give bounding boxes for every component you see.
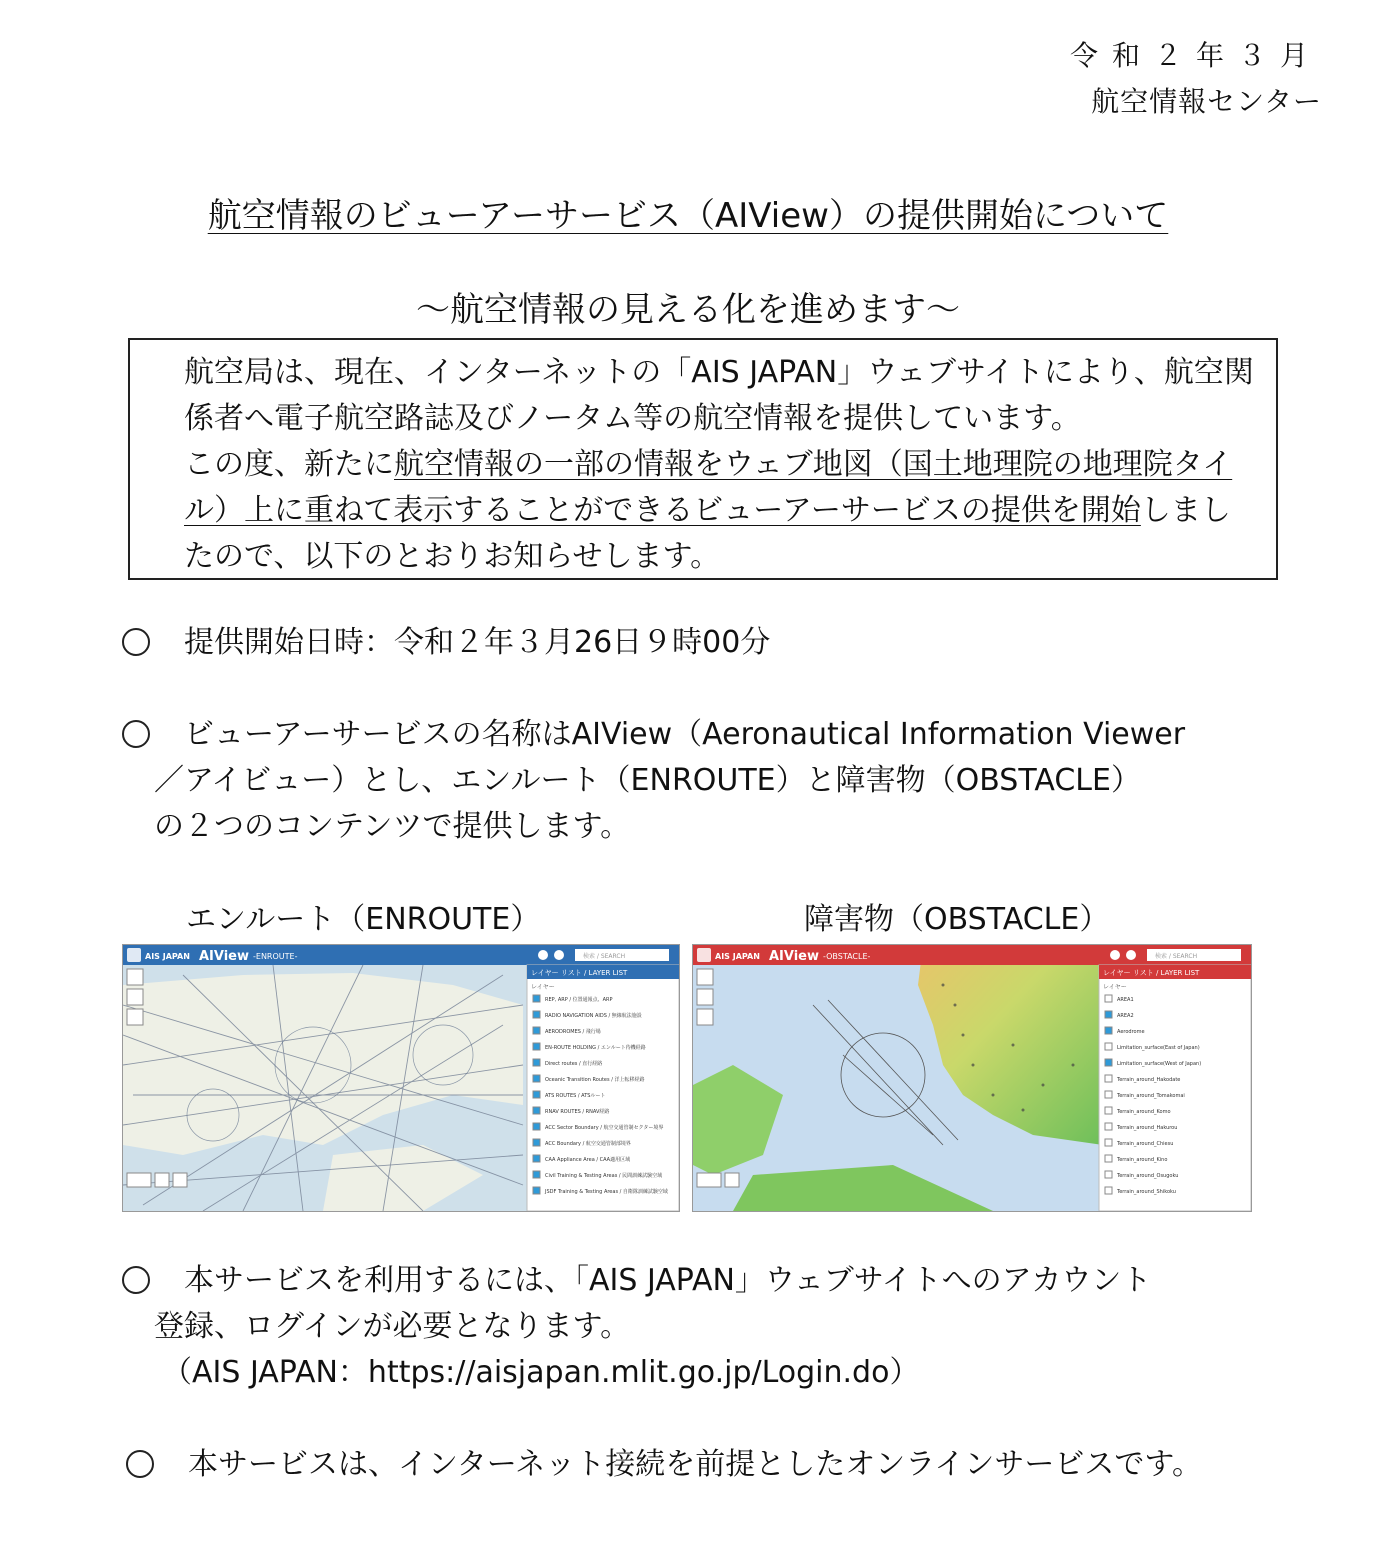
obstacle-screenshot-label: 障害物（OBSTACLE） <box>804 902 1110 937</box>
home-icon[interactable] <box>725 1173 739 1187</box>
locate-icon[interactable] <box>173 1173 187 1187</box>
summary-p2-post: しましたので、以下のとおりお知らせします。 <box>184 493 1231 574</box>
layer-item-label: AREA2 <box>1117 1013 1134 1019</box>
enroute-app-mode: -ENROUTE- <box>253 952 298 961</box>
layer-item-label: Terrain_around_Komo <box>1117 1109 1171 1115</box>
layer-checkbox[interactable] <box>533 1123 540 1130</box>
layer-item-label: AREA1 <box>1117 997 1134 1003</box>
enroute-panel-title: レイヤー リスト / LAYER LIST <box>531 969 628 977</box>
bullet-account-line1: 本サービスを利用するには、「AIS JAPAN」ウェブサイトへのアカウント <box>184 1263 1152 1298</box>
circle-bullet-icon <box>126 1450 154 1478</box>
layer-item-label: ACC Boundary / 航空交通管制部境界 <box>545 1141 631 1147</box>
layer-item-label: CAA Appliance Area / CAA適用区域 <box>545 1157 631 1163</box>
layer-checkbox[interactable] <box>1105 1011 1112 1018</box>
layer-checkbox[interactable] <box>533 1107 540 1114</box>
layer-item-label: Oceanic Transition Routes / 洋上転移経路 <box>545 1077 645 1083</box>
layer-item-label: Limitation_surface(East of Japan) <box>1117 1045 1200 1051</box>
obstacle-panel-header: レイヤー <box>1103 984 1127 991</box>
bullet-account-line2: 登録、ログインが必要となります。 <box>154 1309 631 1344</box>
layer-checkbox[interactable] <box>1105 1187 1112 1194</box>
obstacle-panel-title: レイヤー リスト / LAYER LIST <box>1103 969 1200 977</box>
bullet-service-name <box>122 712 1272 850</box>
obstacle-app-name: AIView <box>769 949 820 964</box>
layer-item-label: REP, ARP / 位置通報点、ARP <box>545 997 613 1003</box>
layers-icon[interactable] <box>1110 950 1120 960</box>
layer-checkbox[interactable] <box>1105 1155 1112 1162</box>
measure-icon[interactable] <box>127 1009 143 1025</box>
summary-paragraph-2 <box>152 442 1254 580</box>
enroute-app-brand: AIS JAPAN <box>145 952 190 961</box>
layer-item-label: JSDF Training & Testing Areas / 自衛隊訓練試験空域 <box>545 1189 668 1195</box>
layer-item-label: ACC Sector Boundary / 航空交通管制セクター境界 <box>545 1125 664 1131</box>
enroute-panel-header: レイヤー <box>531 984 555 991</box>
layer-item-label: AERODROMES / 飛行場 <box>545 1029 601 1035</box>
obstacle-screenshot <box>692 944 1252 1212</box>
info-icon[interactable] <box>554 950 564 960</box>
layer-checkbox[interactable] <box>533 1059 540 1066</box>
layer-item-label: RNAV ROUTES / RNAV経路 <box>545 1109 610 1115</box>
layer-checkbox[interactable] <box>1105 1139 1112 1146</box>
layer-item-label: Terrain_around_Osugoku <box>1117 1173 1179 1179</box>
obstacle-app-brand: AIS JAPAN <box>715 952 760 961</box>
zoom-icon[interactable] <box>127 1173 151 1187</box>
enroute-screenshot-label: エンルート（ENROUTE） <box>186 902 541 937</box>
grid-icon[interactable] <box>697 969 713 985</box>
layer-item-label: Limitation_surface(West of Japan) <box>1117 1061 1202 1067</box>
bullet-service-name-line2: ／アイビュー）とし、エンルート（ENROUTE）と障害物（OBSTACLE） <box>154 763 1141 798</box>
circle-bullet-icon <box>122 628 150 656</box>
layer-checkbox[interactable] <box>1105 1107 1112 1114</box>
bullet-start-date <box>122 620 1272 666</box>
bullet-online-service <box>126 1442 1276 1488</box>
layer-item-label: EN-ROUTE HOLDING / エンルート待機経路 <box>545 1045 646 1051</box>
summary-box <box>128 338 1278 580</box>
summary-p2-underlined: 航空情報の一部の情報をウェブ地図（国土地理院の地理院タイル）上に重ねて表示することができるビューアーサービスの提供を開始 <box>184 447 1233 528</box>
document-title <box>0 188 1376 237</box>
layer-checkbox[interactable] <box>533 1139 540 1146</box>
layer-item-label: Terrain_around_Chiesu <box>1117 1141 1174 1147</box>
bullet-account-line3: （AIS JAPAN：https://aisjapan.mlit.go.jp/Login.do） <box>162 1355 920 1390</box>
bullet-online-service-text: 本サービスは、インターネット接続を前提としたオンラインサービスです。 <box>188 1447 1202 1482</box>
enroute-app-name: AIView <box>199 949 250 964</box>
layer-checkbox[interactable] <box>533 1043 540 1050</box>
layer-checkbox[interactable] <box>1105 1027 1112 1034</box>
circle-bullet-icon <box>122 720 150 748</box>
layer-item-label: Aerodrome <box>1117 1029 1145 1035</box>
layer-item-label: ATS ROUTES / ATSルート <box>545 1093 606 1099</box>
layer-checkbox[interactable] <box>533 995 540 1002</box>
bullet-account-required <box>122 1258 1272 1396</box>
layer-item-label: Terrain_around_Kino <box>1117 1157 1168 1163</box>
obstacle-search-placeholder: 検索 / SEARCH <box>1155 953 1198 960</box>
bullet-start-date-text: 提供開始日時：令和２年３月26日９時00分 <box>184 625 771 660</box>
layer-checkbox[interactable] <box>1105 1043 1112 1050</box>
layer-checkbox[interactable] <box>533 1171 540 1178</box>
layer-checkbox[interactable] <box>1105 1171 1112 1178</box>
layer-checkbox[interactable] <box>1105 1059 1112 1066</box>
summary-paragraph-1: 航空局は、現在、インターネットの「AIS JAPAN」ウェブサイトにより、航空関係者へ電子航空路誌及びノータム等の航空情報を提供しています。 <box>184 355 1254 436</box>
layer-checkbox[interactable] <box>533 1011 540 1018</box>
layer-checkbox[interactable] <box>533 1187 540 1194</box>
summary-p2-pre: この度、新たに <box>184 447 394 482</box>
layer-item-label: Terrain_around_Shikoku <box>1117 1189 1176 1195</box>
obstacle-app-mode: -OBSTACLE- <box>823 952 871 961</box>
layer-item-label: Terrain_around_Hakurou <box>1117 1125 1178 1131</box>
layer-item-label: RADIO NAVIGATION AIDS / 無線航法施設 <box>545 1013 642 1019</box>
layer-checkbox[interactable] <box>533 1091 540 1098</box>
document-date: 令和２年３月 <box>1069 39 1322 72</box>
circle-bullet-icon <box>122 1266 150 1294</box>
draw-icon[interactable] <box>127 989 143 1005</box>
layer-item-label: Terrain_around_Tomakomai <box>1117 1093 1185 1099</box>
layer-checkbox[interactable] <box>1105 1123 1112 1130</box>
layer-item-label: Civil Training & Testing Areas / 民間訓練試験空域 <box>545 1173 663 1179</box>
enroute-search-placeholder: 検索 / SEARCH <box>583 953 626 960</box>
issuing-organization: 航空情報センター <box>1091 85 1322 118</box>
layer-checkbox[interactable] <box>533 1075 540 1082</box>
measure-icon[interactable] <box>697 1009 713 1025</box>
layer-item-label: Terrain_around_Hakodate <box>1117 1077 1181 1083</box>
home-icon[interactable] <box>155 1173 169 1187</box>
grid-icon[interactable] <box>127 969 143 985</box>
layer-checkbox[interactable] <box>533 1027 540 1034</box>
document-title-text: 航空情報のビューアーサービス（AIView）の提供開始について <box>207 196 1169 236</box>
layer-checkbox[interactable] <box>1105 1091 1112 1098</box>
layer-item-label: Direct routes / 直行経路 <box>545 1061 603 1067</box>
document-subtitle: ～航空情報の見える化を進めます～ <box>416 290 960 330</box>
bullet-service-name-line1: ビューアーサービスの名称はAIView（Aeronautical Information Viewer <box>184 717 1186 752</box>
bullet-service-name-line3: の２つのコンテンツで提供します。 <box>154 809 631 844</box>
info-icon[interactable] <box>1126 950 1136 960</box>
layer-checkbox[interactable] <box>1105 995 1112 1002</box>
enroute-screenshot <box>122 944 680 1212</box>
layer-checkbox[interactable] <box>533 1155 540 1162</box>
draw-icon[interactable] <box>697 989 713 1005</box>
layers-icon[interactable] <box>538 950 548 960</box>
layer-checkbox[interactable] <box>1105 1075 1112 1082</box>
zoom-icon[interactable] <box>697 1173 721 1187</box>
